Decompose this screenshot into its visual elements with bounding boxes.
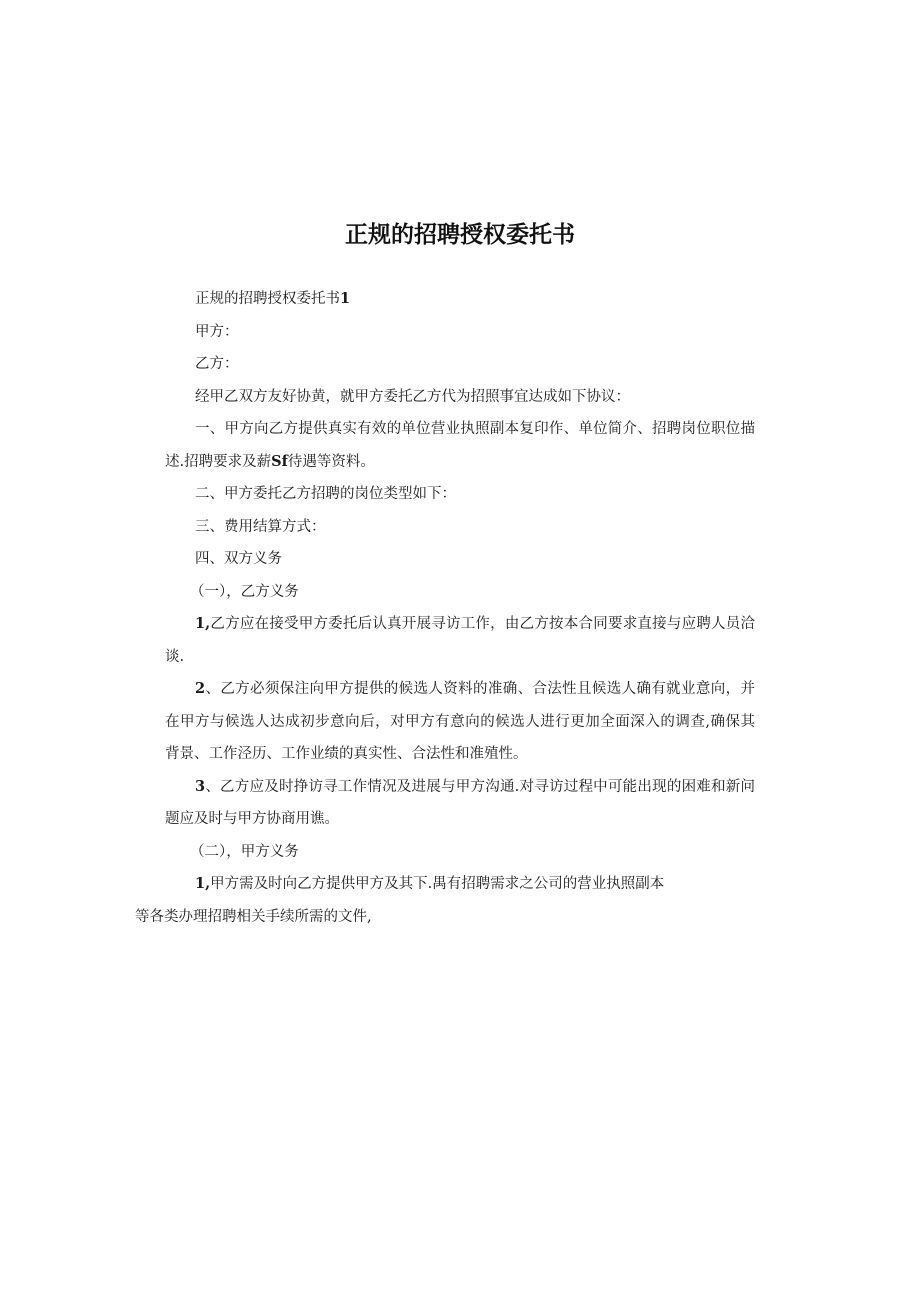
subtitle [165, 283, 755, 316]
clause-3: 三、费用结算方式： [195, 518, 326, 535]
section-b-item-2-number: 2 [195, 680, 206, 697]
section-b-item-3-line-2: 题应及时与甲方协商用谯。 [165, 811, 339, 827]
section-a-heading: （二），甲方义务 [190, 843, 299, 860]
clause-1-line-2-bold: Sf [271, 452, 288, 470]
subtitle-text: 正规的招聘授权委托书 [195, 291, 340, 307]
intro-paragraph: 经甲乙双方友好协黄，就甲方委托乙方代为招照事宜达成如下协议： [195, 388, 630, 405]
party-b-label: 乙方： [195, 356, 239, 372]
section-b-heading: （一），乙方义务 [190, 583, 299, 600]
section-a-item-1-line-1 [165, 868, 755, 901]
clause-1-line-2 [165, 446, 755, 479]
section-b-item-3-text: 、乙方应及时挣访寻工作情况及进展与甲方沟通.对寻访过程中可能出现的困难和新问 [205, 778, 755, 795]
clause-2: 二、甲方委托乙方招聘的岗位类型如下： [195, 486, 456, 502]
document-body [135, 283, 755, 933]
clause-1-line-2-post: 待遇等资料。 [287, 453, 375, 470]
party-a-label: 甲方： [195, 323, 239, 340]
section-a-item-1-text: 甲方需及时向乙方提供甲方及其下.禺有招聘需求之公司的营业执照副本 [210, 876, 665, 892]
clause-1-line-1: 一、甲方向乙方提供真实有效的单位营业执照副本复印作、单位简介、招聘岗位职位描 [195, 421, 755, 437]
section-b-item-2-text: 、乙方必须保注向甲方提供的候选人资料的准确、合法性且候选人确有就业意向，并 [205, 681, 755, 697]
section-b-item-3-number: 3 [195, 777, 206, 795]
section-b-item-2-line-1 [165, 673, 755, 706]
section-b-item-3-line-1 [165, 771, 755, 804]
section-b-item-1-text: 乙方应在接受甲方委托后认真开展寻访工作，由乙方按本合同要求直接与应聘人员洽 [210, 616, 755, 632]
clause-4: 四、双方义务 [195, 551, 282, 567]
section-b-item-2-line-3: 背景、工作泾历、工作业绩的真实性、合法性和准殖性。 [165, 746, 528, 762]
section-b-item-1-number: 1, [195, 615, 211, 632]
document-title: 正规的招聘授权委托书 [345, 222, 575, 248]
section-b-item-2-line-2: 在甲方与候选人达成初步意向后，对甲方有意向的候选人进行更加全面深入的调查,确保其 [165, 713, 755, 730]
section-a-item-1-number: 1, [195, 875, 211, 892]
clause-1-line-2-pre: 述.招聘要求及薪 [165, 453, 272, 470]
subtitle-number: 1 [340, 290, 351, 307]
section-b-item-1-line-2: 谈. [165, 648, 185, 665]
section-a-item-1-line-2: 等各类办理招聘相关手续所需的文件, [135, 908, 372, 925]
section-b-item-1-line-1 [165, 608, 755, 641]
